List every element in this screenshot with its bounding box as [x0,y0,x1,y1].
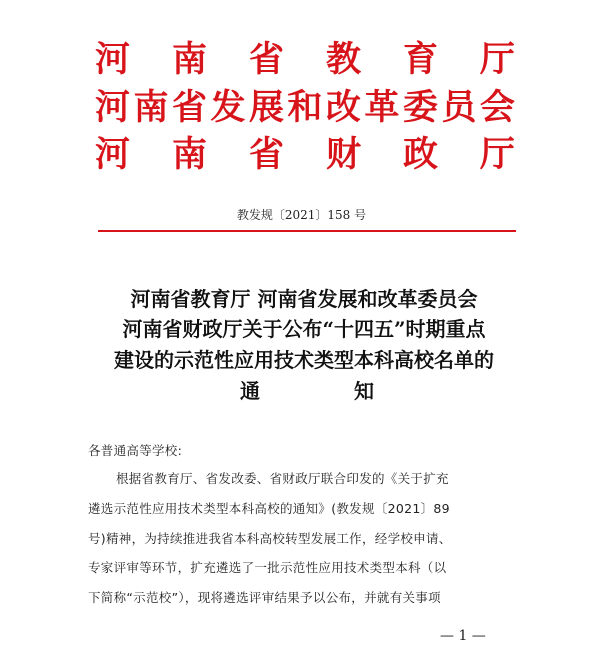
header-char: 省 [248,134,284,175]
header-char: 委 [402,87,438,128]
body-line: 遴选示范性应用技术类型本科高校的通知》(教发规〔2021〕89 [88,501,450,516]
header-char: 育 [402,39,438,80]
issuer-header-education-dept [95,39,515,81]
header-char: 财 [325,134,361,175]
title-char: 知 [354,379,374,403]
header-char: 革 [364,87,400,128]
page-number: — 1 — [440,628,486,644]
header-char: 政 [402,134,438,175]
header-char: 展 [248,87,284,128]
header-char: 河 [95,39,131,80]
header-char: 河 [95,134,131,175]
issuer-header-development-reform [95,87,515,129]
header-char: 省 [248,39,284,80]
document-number: 教发规〔2021〕158 号 [236,208,367,222]
header-char: 教 [325,39,361,80]
title-line: 建设的示范性应用技术类型本科高校名单的 [114,348,494,372]
body-line: 根据省教育厅、省发改委、省财政厅联合印发的《关于扩充 [116,471,449,486]
title-line: 河南省财政厅关于公布“十四五”时期重点 [122,317,486,341]
red-separator-line [98,230,516,232]
title-line: 河南省教育厅 河南省发展和改革委员会 [130,287,478,311]
header-char: 会 [479,87,515,128]
body-line: 专家评审等环节，扩充遴选了一批示范性应用技术类型本科（以 [88,560,447,575]
header-char: 厅 [479,134,515,175]
issuer-header-finance-dept [95,134,515,176]
header-char: 南 [133,87,169,128]
header-char: 南 [171,39,207,80]
body-line: 下简称“示范校”），现将遴选评审结果予以公布，并就有关事项 [88,590,441,605]
header-char: 厅 [479,39,515,80]
header-char: 和 [287,87,323,128]
header-char: 改 [325,87,361,128]
title-notice-word [240,376,374,406]
salutation: 各普通高等学校: [88,443,183,458]
header-char: 省 [171,87,207,128]
header-char: 发 [210,87,246,128]
header-char: 员 [441,87,477,128]
header-char: 河 [95,87,131,128]
header-char: 南 [171,134,207,175]
body-line: 号)精神，为持续推进我省本科高校转型发展工作，经学校申请、 [88,531,452,546]
title-char: 通 [240,379,260,403]
